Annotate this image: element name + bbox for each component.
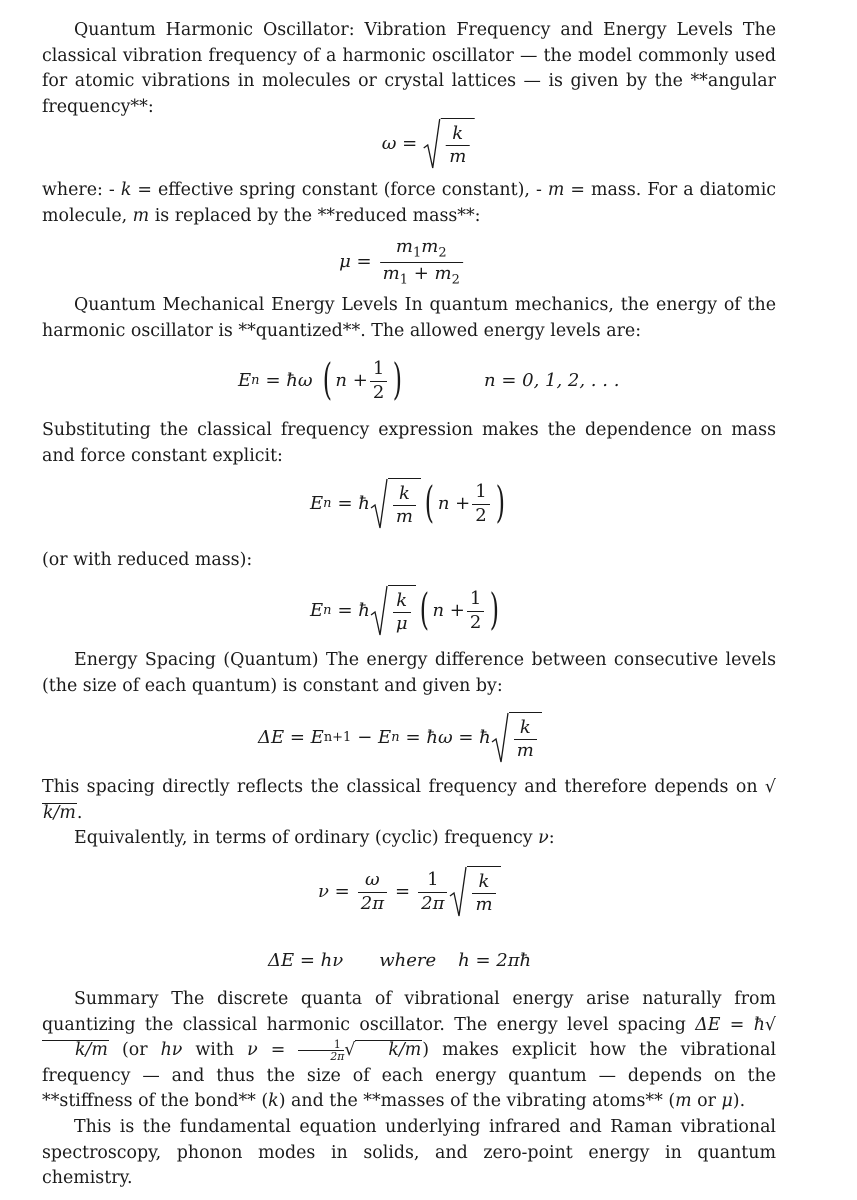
summary-paragraph: Summary The discrete quanta of vibrational energy arise naturally from quantizing the classical harmonic oscillator. The energy level spacing ΔE = ħ√k/m (or hν with ν = $\frac{1}{2\pi}$ √ k/m) makes explicit how the vibrational frequency — and thus the size of each energy quantum — depends on the **stiffness of the bond** (k) and the **masses of the vibrating atoms** (m or μ). xyxy=(42,989,777,1112)
n-range: n = 0, 1, 2, . . . xyxy=(484,370,620,391)
omega-lhs: ω = xyxy=(381,133,418,154)
substitution-paragraph: Substituting the classical frequency expression makes the dependence on mass and force constant explicit: xyxy=(42,420,776,466)
fraction-k-m: $\frac{k}{m}$ xyxy=(446,123,469,169)
document-page: Quantum Harmonic Oscillator: Vibration Frequency and Energy Levels The classical vibration frequency of a harmonic oscillator — the model commonly used for atomic vibrations in molecules or crystal lattices — is given by the **angular frequency**: ω = $\frac{k}{m}$ where: - k = effective spring constant (force constant), - m = mass. For a diatomic molecule, m is replaced by the **reduced mass**: μ = $\frac{m_1m_2}{m_1 + m_2}$ Quantum Mechanical Energy Levels In quantum mechanics, the energy of the harmonic oscillator is **quantized**. The allowed energy levels are: E n = ħω ( n + $\frac{1}{2}$ ) n = 0, 1, 2, . . . Substituting the classical frequency expression makes the dependence on mass and force constant explicit: E n = ħ $\frac{k}{m}$ ( n + $\frac{1}{2}$ ) (or with reduced mass): E n = ħ $\frac{k}{\mu}$ ( n + $\frac{1}{2}$ ) Energy Spacing (Quantum) The energy difference between consecutive levels (the size of each quantum) is constant and given by: ΔE = E n+1 − E n = ħω = ħ $\frac{k}{m}$ This spacing directly reflects the classical frequency and therefore depends on √k/m. Equivalently, in terms of ordinary (cyclic) frequency ν: ν = $\frac{\omega}{2\pi}$ = $\frac{1}{2\pi}$ $\frac{k}{m}$ ΔE = hν where h = 2πħ Summary The discrete quanta of vibrational energy arise naturally from quantizing the classical harmonic oscillator. The energy level spacing ΔE = ħ√k/m (or hν with ν = $\frac{1}{2\pi}$ √ k/m) makes explicit how the vibrational frequency — and thus the size of each energy quantum — depends on the **stiffness of the bond** (k) and the **masses of the vibrating atoms** (m or μ). This is the fundamental equation underlying infrared and Raman vibrational spectroscopy, phonon modes in solids, and zero-point energy in quantum chemistry. xyxy=(0,0,857,1200)
where-paragraph: where: - k = effective spring constant (force constant), - m = mass. For a diatomic molecule, m is replaced by the **reduced mass**: xyxy=(42,180,776,226)
intro-paragraph: Quantum Harmonic Oscillator: Vibration Frequency and Energy Levels The classical vibration frequency of a harmonic oscillator — the model commonly used for atomic vibrations in molecules or crystal lattices — is given by the **angular frequency**: xyxy=(42,20,776,117)
reduced-mass-note: (or with reduced mass): xyxy=(42,550,253,570)
spacing-dependence-paragraph: This spacing directly reflects the classical frequency and therefore depends on √k/m. xyxy=(42,777,776,823)
fraction-reduced-mass: $\frac{m_1m_2}{m_1 + m_2}$ xyxy=(380,236,463,288)
sqrt-k-over-m xyxy=(423,118,474,170)
applications-paragraph: This is the fundamental equation underlying infrared and Raman vibrational spectroscopy, phonon modes in solids, and zero-point energy in quantum chemistry. xyxy=(42,1117,776,1189)
energy-spacing-paragraph: Energy Spacing (Quantum) The energy difference between consecutive levels (the size of each quantum) is constant and given by: xyxy=(42,650,776,696)
cyclic-frequency-paragraph: Equivalently, in terms of ordinary (cyclic) frequency ν: xyxy=(74,828,555,848)
quantum-levels-paragraph: Quantum Mechanical Energy Levels In quantum mechanics, the energy of the harmonic oscillator is **quantized**. The allowed energy levels are: xyxy=(42,295,776,341)
